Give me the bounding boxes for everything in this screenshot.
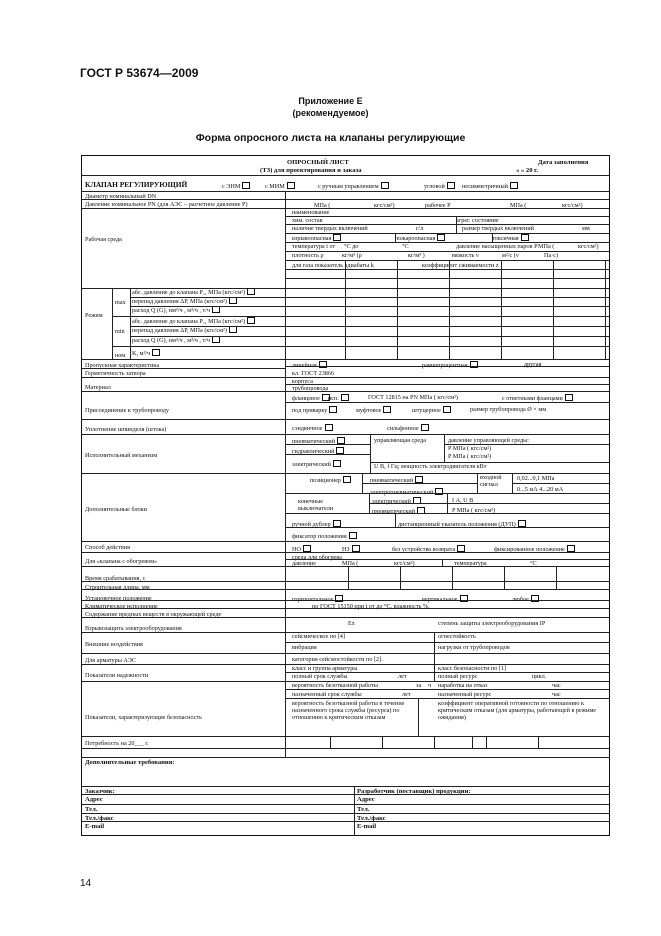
appendix-subtitle: (рекомендуемое) xyxy=(292,108,369,118)
medium-10: температура t от xyxy=(292,243,336,250)
ex: Ex xyxy=(348,620,355,627)
label-23: Потребность на 20___ г. xyxy=(85,740,149,747)
c-fax: Тел./факс xyxy=(85,815,114,822)
d-addr: Адрес xyxy=(357,796,375,803)
seal-wafer[interactable]: сэндвичное xyxy=(292,424,333,432)
pn-mpa: МПа ( xyxy=(314,202,331,209)
inst-v[interactable]: вертикальное xyxy=(422,595,468,603)
heat-medium: среда для обогрева xyxy=(292,554,342,561)
mode-nom: ном xyxy=(115,352,126,359)
mat-body: корпуса xyxy=(292,378,313,385)
conn-weld-checkbox[interactable] xyxy=(329,406,337,413)
ext-remote[interactable]: дистанционный указатель положения (ДУП) xyxy=(398,520,526,528)
label-1: Давление номинальное PN (для АЭС – расчетное давление P) xyxy=(85,201,248,208)
label-15: Установочное положение xyxy=(85,595,152,602)
medium-16: плотность ρ xyxy=(292,252,324,259)
ext-p: P МПа ( кгс/см²) xyxy=(452,507,496,514)
medium-7[interactable]: взрывоопасная xyxy=(292,234,341,242)
label-16: Климатическое исполнение xyxy=(85,603,158,610)
mode-row-4[interactable]: перепад давления ΔP, МПа (кгс/см²) xyxy=(132,326,237,334)
nuc-life-u: лет xyxy=(398,673,407,680)
act-pneum-checkbox[interactable] xyxy=(337,437,345,444)
safety-right: коэффициент оперативной готовности по отношению к критическим отказам (для арматуры, работающей в режиме ожидания) xyxy=(438,700,597,721)
pn-work: рабочее P xyxy=(425,202,451,209)
seal-wafer-checkbox[interactable] xyxy=(325,424,333,431)
rel-res-u: час xyxy=(552,691,561,698)
label-18: Взрывозащита электрооборудования xyxy=(85,625,182,632)
c-tel: Тел. xyxy=(85,806,98,813)
act-pmin: P МПа ( кгс/см²) xyxy=(448,453,492,460)
nuc-nofail: вероятность безотказной работы xyxy=(292,682,378,689)
label-17: Содержание вредных веществ в окружающей среде xyxy=(85,611,222,618)
medium-14: МПа ( xyxy=(538,243,555,250)
medium-17: кг/м³ (ρ xyxy=(342,252,362,259)
act-fixed-checkbox[interactable] xyxy=(567,545,575,552)
medium-1: хим. состав xyxy=(292,217,323,224)
act-no[interactable]: НО xyxy=(292,545,311,553)
medium-2: агрег. состояние xyxy=(456,217,499,224)
label-2: Рабочая среда xyxy=(85,236,122,243)
conn-mate[interactable]: с ответными фланцами xyxy=(502,394,573,402)
nuc-seis: категория сейсмостойкости по [2]. xyxy=(292,656,383,663)
ext-sig1: 0,02...0,1 МПа xyxy=(517,475,555,482)
label-mode: Режим xyxy=(85,312,103,319)
ext-sig2: 0...5 мА 4...20 мА xyxy=(517,486,564,493)
act-pneum[interactable]: пневматический xyxy=(292,437,345,445)
safety-left: вероятность безотказной работы в течение назначенного срока службы (ресурса) по отношению к критическим отказам xyxy=(292,700,405,721)
conn-isp[interactable]: исп. xyxy=(328,394,349,402)
ext-remote-checkbox[interactable] xyxy=(518,520,526,527)
heat-kgs: кгс/см²) xyxy=(394,560,415,567)
flow-linear-checkbox[interactable] xyxy=(319,361,327,368)
inst-h-checkbox[interactable] xyxy=(335,595,343,602)
label-9: Исполнительный механизм xyxy=(85,452,158,459)
nuc-life: полный срок службы xyxy=(292,673,348,680)
medium-23: коэффициент сжимаемости z xyxy=(422,262,499,269)
d-email: E-mail xyxy=(357,823,377,830)
conn-gost: ГОСТ 12815 на PN МПа ( кгс/см²) xyxy=(368,394,458,401)
ext-pneum-checkbox[interactable] xyxy=(415,476,423,483)
rel-life-u: лет xyxy=(402,691,411,698)
page-number: 14 xyxy=(80,878,92,889)
mode-row-5-checkbox[interactable] xyxy=(212,336,220,343)
label-19: Внешние воздействия xyxy=(85,641,143,648)
flow-linear[interactable]: линейная xyxy=(292,361,327,369)
label-8: Уплотнение шпинделя (штока) xyxy=(85,426,167,433)
mode-row-6[interactable]: K, м³/ч xyxy=(132,349,160,357)
medium-15: кгс/см²) xyxy=(578,243,599,250)
mode-row-4-checkbox[interactable] xyxy=(229,326,237,333)
inst-h[interactable]: горизонтальное xyxy=(292,595,343,603)
ext-input: входной сигнал xyxy=(480,474,502,488)
conn-coupling[interactable]: муфтовое xyxy=(356,406,391,414)
medium-13: давление насыщенных паров P xyxy=(456,243,538,250)
act-no-checkbox[interactable] xyxy=(303,545,311,552)
act-hydr-checkbox[interactable] xyxy=(336,447,344,454)
mat-pipe: трубопровода xyxy=(292,385,329,392)
medium-7-checkbox[interactable] xyxy=(333,234,341,241)
ext-limit: конечные выключатели xyxy=(298,498,334,512)
conn-flange[interactable]: фланцевое xyxy=(292,394,330,402)
mode-row-0[interactable]: абс. давление до клапана P₁, МПа (кгс/см²) xyxy=(132,288,255,296)
nuc-res-u: цикл. xyxy=(532,673,547,680)
nuc-mtbf-u: час xyxy=(552,682,561,689)
mode-row-0-checkbox[interactable] xyxy=(247,288,255,295)
inst-v-checkbox[interactable] xyxy=(460,595,468,602)
questionnaire-form xyxy=(81,155,610,836)
label-21: Показатели надежности xyxy=(85,672,149,679)
label-10: Дополнительные блоки xyxy=(85,506,147,513)
flow-equal-checkbox[interactable] xyxy=(470,361,478,368)
act-nopos[interactable]: без устройства возврата xyxy=(392,545,465,553)
extra-req: Дополнительные требования: xyxy=(85,759,175,766)
rel-res: назначенный ресурс xyxy=(438,691,492,698)
inst-any[interactable]: любое xyxy=(512,595,539,603)
ext-i: I А, U В xyxy=(452,497,474,504)
medium-4: г/л xyxy=(416,225,424,232)
climate: по ГОСТ 15150 при t от до °С, влажность %. xyxy=(312,603,430,610)
flow-equal[interactable]: равнопроцентная xyxy=(422,361,478,369)
mode-row-1-checkbox[interactable] xyxy=(229,297,237,304)
nuc-res: полный ресурс xyxy=(438,673,478,680)
heat-p: давление xyxy=(292,560,316,567)
ext-positioner-checkbox[interactable] xyxy=(343,476,351,483)
opt-manual[interactable]: с ручным управлением xyxy=(318,182,389,190)
medium-5: размер твердых включений xyxy=(462,225,534,232)
ext-positioner[interactable]: позиционер xyxy=(310,476,351,484)
appendix-title: Приложение Е xyxy=(298,96,363,106)
mode-row-3-checkbox[interactable] xyxy=(247,317,255,324)
heat-t: температура xyxy=(454,560,487,567)
label-13: Время срабатывания, с xyxy=(85,575,146,582)
medium-0: наименование xyxy=(292,209,330,216)
medium-8[interactable]: пожароопасная xyxy=(395,234,445,242)
mode-row-5[interactable]: расход Q (G), нм³/ч , м³/ч , т/ч xyxy=(132,336,220,344)
ext-vibr: вибрация xyxy=(292,644,317,651)
label-5: Герметичность затвора xyxy=(85,370,146,377)
opt-angle[interactable]: угловой xyxy=(424,182,455,190)
medium-12: °С xyxy=(402,243,409,250)
act-nz-checkbox[interactable] xyxy=(352,545,360,552)
conn-isp-checkbox[interactable] xyxy=(341,394,349,401)
seal-bellows[interactable]: сильфонное xyxy=(387,424,429,432)
label-12: Для «клапана с обогревом» xyxy=(85,558,158,565)
act-pmax: P МПа ( кгс/см²) xyxy=(448,445,492,452)
opt-enm[interactable]: с ЭНМ xyxy=(222,182,250,190)
label-14: Строительная длина, мм xyxy=(85,584,150,591)
label-7: Присоединение к трубопроводу xyxy=(85,407,170,414)
medium-19: вязкость ν xyxy=(452,252,479,259)
act-nz[interactable]: НЗ xyxy=(342,545,360,553)
medium-21: Па·с) xyxy=(544,252,559,259)
act-ctrl-medium: управляющая среда xyxy=(374,437,426,444)
ext-el[interactable]: электрический xyxy=(372,497,421,505)
act-fixed[interactable]: фиксированное положение xyxy=(494,545,575,553)
conn-coupling-checkbox[interactable] xyxy=(383,406,391,413)
ext-seismic: сейсмическое по [4] xyxy=(292,633,345,640)
seal-bellows-checkbox[interactable] xyxy=(421,424,429,431)
sheet-title: ОПРОСНЫЙ ЛИСТ xyxy=(287,159,349,166)
nuc-mtbf: наработка на отказ xyxy=(438,682,488,689)
valve-title: КЛАПАН РЕГУЛИРУЮЩИЙ xyxy=(85,180,188,189)
nuc-cls: класс и группа арматуры xyxy=(292,665,358,672)
nuc-safety: класс безопасности по [1] xyxy=(438,665,507,672)
medium-22: для газа показатель адиабаты k xyxy=(292,262,374,269)
ext-lock-checkbox[interactable] xyxy=(349,532,357,539)
date-label: Дата заполнения xyxy=(538,159,589,166)
act-pctrl: давление управляющей среды: xyxy=(448,437,530,444)
c-addr: Адрес xyxy=(85,796,103,803)
mode-row-3[interactable]: абс. давление до клапана P₁, МПа (кгс/см²) xyxy=(132,317,255,325)
ext-electropneum[interactable]: электропневматический xyxy=(370,488,443,496)
mode-row-1[interactable]: перепад давления ΔP, МПа (кгс/см²) xyxy=(132,297,237,305)
tightness: кл. ГОСТ 23866 xyxy=(292,370,335,377)
nuc-h: ч xyxy=(428,682,432,689)
act-electr-checkbox[interactable] xyxy=(333,460,341,467)
developer: Разработчик (поставщик) продукции: xyxy=(357,788,471,795)
label-11: Способ действия xyxy=(85,544,130,551)
pn-kgs2: кгс/см²) xyxy=(562,202,583,209)
conn-size: размер трубопровода Ø × мм xyxy=(470,406,547,413)
medium-9-checkbox[interactable] xyxy=(521,234,529,241)
rel-life: назначенный срок службы xyxy=(292,691,362,698)
medium-3: наличие твердых включений xyxy=(292,225,368,232)
conn-nipple-checkbox[interactable] xyxy=(443,406,451,413)
medium-20: м²/с (ν xyxy=(502,252,519,259)
date-format: « » 20 г. xyxy=(516,167,539,174)
c-email: E-mail xyxy=(85,823,105,830)
label-4: Пропускная характеристика xyxy=(85,362,160,369)
ext-manual-checkbox[interactable] xyxy=(333,520,341,527)
ext-fire: огнестойкость xyxy=(438,633,476,640)
label-0: Диаметр номинальный DN xyxy=(85,193,157,200)
customer: Заказчик: xyxy=(85,788,115,795)
ext-manual[interactable]: ручной дублер xyxy=(292,520,341,528)
doc-code: ГОСТ Р 53674—2009 xyxy=(80,66,199,80)
opt-asym[interactable]: несимметричный xyxy=(462,182,518,190)
ext-pneum2[interactable]: пневматический xyxy=(372,507,425,515)
sheet-sub: (ТЗ) для проектирования и заказа xyxy=(260,167,362,174)
label-20: Для арматуры АЭС xyxy=(85,657,136,664)
mode-row-2-checkbox[interactable] xyxy=(212,306,220,313)
act-hydr[interactable]: гидравлический xyxy=(292,447,344,455)
medium-8-checkbox[interactable] xyxy=(437,234,445,241)
conn-weld[interactable]: под приварку xyxy=(292,406,337,414)
ip: степень защиты электрооборудования IP xyxy=(438,620,546,627)
flow-other: другая xyxy=(524,361,542,368)
conn-mate-checkbox[interactable] xyxy=(565,394,573,401)
pn-kgs: кгс/см²) xyxy=(374,202,395,209)
mode-row-2[interactable]: расход Q (G), нм³/ч , м³/ч , т/ч xyxy=(132,306,220,314)
inst-any-checkbox[interactable] xyxy=(531,595,539,602)
pn-mpa2: МПа ( xyxy=(510,202,527,209)
mode-max: max xyxy=(115,299,126,306)
conn-nipple[interactable]: штуцерное xyxy=(412,406,451,414)
d-tel: Тел. xyxy=(357,806,370,813)
heat-c: °С xyxy=(530,560,537,567)
mode-row-6-checkbox[interactable] xyxy=(152,349,160,356)
act-nopos-checkbox[interactable] xyxy=(457,545,465,552)
medium-6: мм xyxy=(582,225,590,232)
medium-18: кг/м³ ) xyxy=(408,252,425,259)
act-power: U В, f Гц; мощность электродвигателя кВт xyxy=(374,463,487,470)
ext-pneum[interactable]: пневматический xyxy=(370,476,423,484)
form-title: Форма опросного листа на клапаны регулирующие xyxy=(195,132,466,144)
mode-min: min xyxy=(115,328,125,335)
nuc-to: за xyxy=(416,682,422,689)
ext-lock[interactable]: фиксатор положения xyxy=(292,532,357,540)
medium-9[interactable]: токсичная xyxy=(492,234,529,242)
heat-mpa: МПа ( xyxy=(342,560,359,567)
label-6: Материал xyxy=(85,384,111,391)
ext-load: нагрузки от трубопроводов xyxy=(438,644,510,651)
d-fax: Тел./факс xyxy=(357,815,386,822)
label-22: Показатели, характеризующие безопасность xyxy=(85,714,202,721)
medium-11: °С до xyxy=(344,243,359,250)
act-electr[interactable]: электрический xyxy=(292,460,341,468)
opt-mim[interactable]: с МИМ xyxy=(265,182,295,190)
